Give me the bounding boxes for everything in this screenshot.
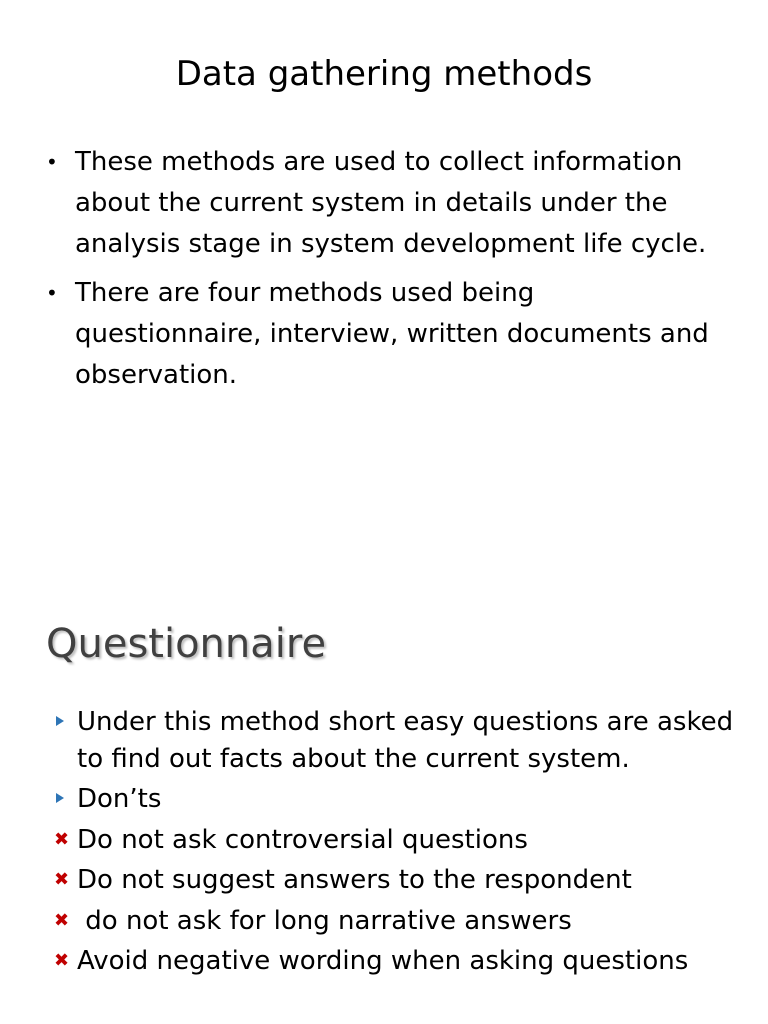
- bullet-item: [54, 862, 734, 899]
- slide-data-gathering-methods: [0, 0, 768, 470]
- bullet-text: Do not ask controversial questions: [77, 824, 528, 855]
- bullet-text: Don’ts: [77, 784, 162, 814]
- bullet-text: Do not suggest answers to the respondent: [77, 865, 632, 895]
- cross-bullet-icon: ✖: [54, 869, 70, 890]
- slide-questionnaire: [0, 600, 768, 1024]
- bullet-text: There are four methods used being questionnaire, interview, written documents and observation.: [75, 278, 709, 390]
- slide-title: Questionnaire: [46, 621, 327, 667]
- cross-bullet-icon: ✖: [54, 909, 70, 931]
- bullet-item: [46, 142, 726, 265]
- triangle-bullet-icon: [56, 716, 64, 726]
- bullet-item: [54, 704, 734, 777]
- bullet-item: [46, 273, 726, 396]
- bullet-item: [54, 943, 734, 980]
- bullet-item: [54, 822, 734, 859]
- bullet-list: [54, 704, 734, 984]
- bullet-list: [46, 142, 726, 404]
- cross-bullet-icon: ✖: [54, 828, 70, 850]
- bullet-text: Under this method short easy questions are asked to find out facts about the current system.: [77, 707, 734, 774]
- bullet-dot-icon: •: [46, 281, 58, 305]
- bullet-dot-icon: •: [46, 150, 58, 174]
- cross-bullet-icon: ✖: [54, 950, 70, 971]
- bullet-text: These methods are used to collect information about the current system in details under the analysis stage in system development life cycle.: [75, 147, 707, 259]
- bullet-item: [54, 781, 734, 818]
- bullet-text: do not ask for long narrative answers: [77, 905, 572, 936]
- bullet-item: [54, 903, 734, 940]
- triangle-bullet-icon: [56, 793, 64, 803]
- bullet-text: Avoid negative wording when asking questions: [77, 946, 689, 976]
- slide-title: Data gathering methods: [175, 54, 593, 94]
